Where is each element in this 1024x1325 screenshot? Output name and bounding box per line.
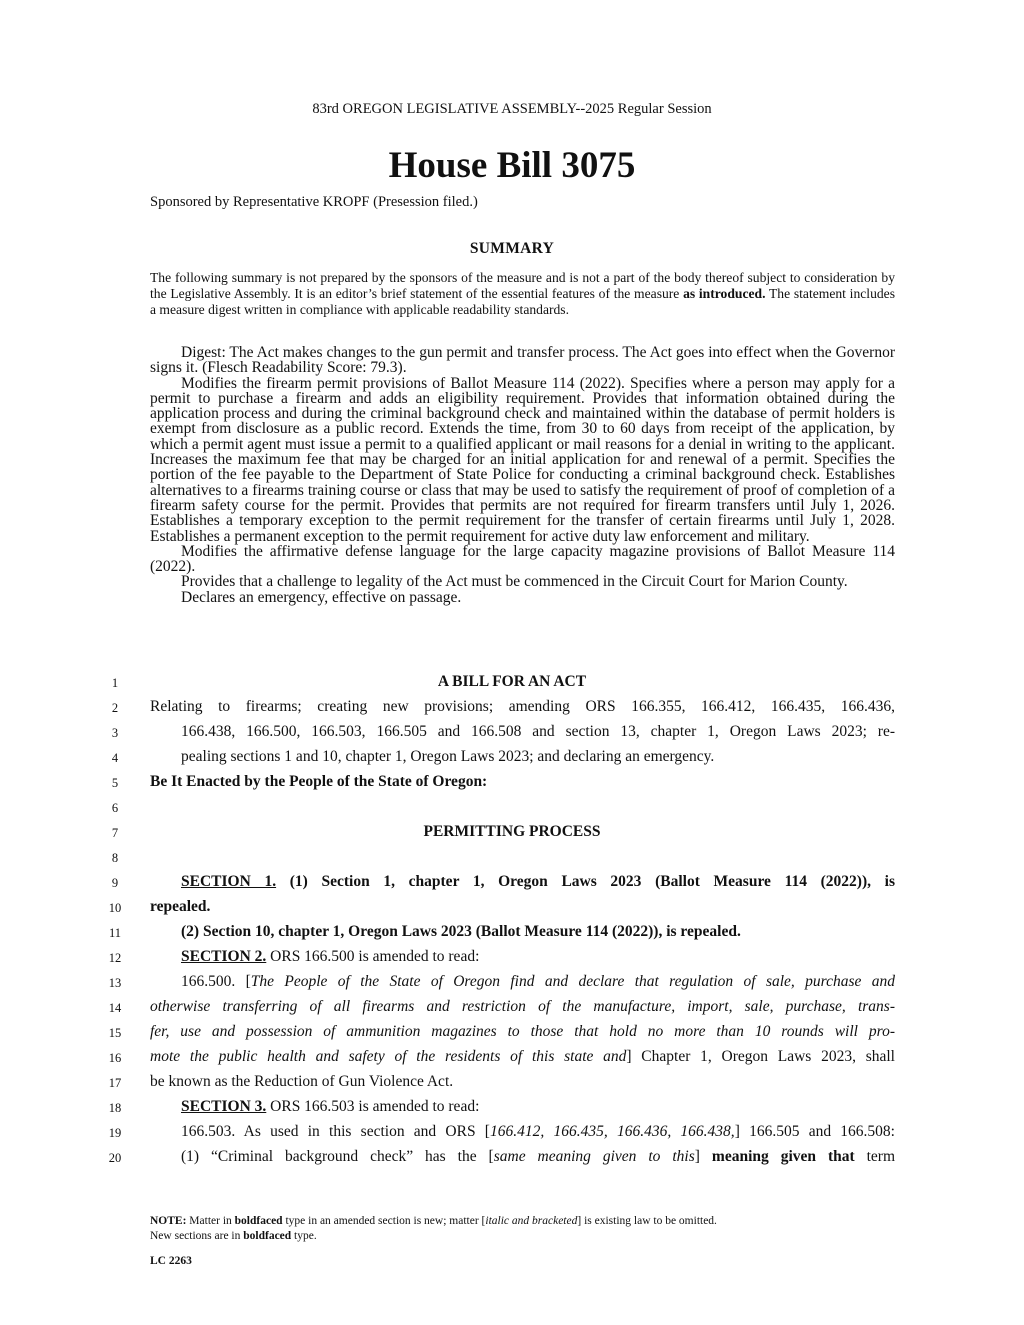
note-label: NOTE:: [150, 1215, 187, 1227]
section-2-label: SECTION 2.: [181, 948, 267, 965]
line-number: 20: [108, 1151, 122, 1165]
text-run: 166.500. [: [181, 973, 251, 990]
line-number: 9: [111, 876, 119, 890]
digest-paragraph: Provides that a challenge to legality of the Act must be commenced in the Circuit Court for Marion County.: [181, 573, 848, 591]
text-run: 166.503. As used in this section and ORS [: [181, 1123, 490, 1140]
sponsor-line: Sponsored by Representative KROPF (Presession filed.): [150, 194, 478, 210]
lc-number: LC 2263: [150, 1255, 192, 1267]
ors-166-500-line: [181, 973, 895, 991]
line-number: 10: [108, 901, 122, 915]
section-2-text: ORS 166.500 is amended to read:: [266, 948, 480, 965]
summary-intro: [150, 270, 895, 318]
section-2-line: [181, 948, 895, 966]
digest-block: [150, 345, 895, 605]
line-number: 3: [111, 726, 119, 740]
line-number: 6: [111, 801, 119, 815]
section-1-label: SECTION 1.: [181, 873, 277, 890]
line-number: 19: [108, 1126, 122, 1140]
summary-intro-c: The statement includes a measure digest written in compliance with applicable readability standards.: [150, 286, 895, 317]
digest-paragraph: Digest: The Act makes changes to the gun permit and transfer process. The Act goes into effect when the Governor signs it. (Flesch Readability Score: 79.3).: [150, 344, 895, 377]
relating-clause: 166.438, 166.500, 166.503, 166.505 and 166.508 and section 13, chapter 1, Oregon Laws 2023; re-: [181, 723, 895, 740]
section-1-cont: repealed.: [150, 898, 211, 915]
new-text: meaning given that: [711, 1148, 855, 1165]
section-heading: PERMITTING PROCESS: [423, 823, 601, 840]
text-run: New sections are in: [150, 1230, 244, 1242]
text-run: ] Chapter 1, Oregon Laws 2023, shall: [626, 1048, 895, 1065]
bill-title: House Bill 3075: [388, 145, 636, 186]
line-number: 1: [111, 676, 119, 690]
text-run: type.: [291, 1230, 317, 1242]
line-number: 12: [108, 951, 122, 965]
deleted-text: otherwise transferring of all firearms and restriction of the manufacture, import, sale, purchase, trans-: [150, 998, 895, 1015]
ors-166-500-line: be known as the Reduction of Gun Violence Act.: [150, 1073, 454, 1090]
line-number: 5: [111, 776, 119, 790]
line-number: 16: [108, 1051, 122, 1065]
line-number: 11: [108, 926, 122, 940]
section-3-label: SECTION 3.: [181, 1098, 267, 1115]
section-3-text: ORS 166.503 is amended to read:: [266, 1098, 480, 1115]
text-run: boldfaced: [243, 1230, 292, 1242]
footnote-line: [150, 1214, 717, 1229]
deleted-text: 166.412, 166.435, 166.436, 166.438,: [489, 1123, 735, 1140]
text-run: ] 166.505 and 166.508:: [734, 1123, 895, 1140]
line-number: 18: [108, 1101, 122, 1115]
line-number: 8: [111, 851, 119, 865]
relating-clause: pealing sections 1 and 10, chapter 1, Oregon Laws 2023; and declaring an emergency.: [181, 748, 715, 765]
footnote: [150, 1214, 717, 1244]
summary-heading: SUMMARY: [469, 240, 555, 257]
text-run: italic and bracketed: [485, 1215, 578, 1227]
summary-intro-bold: as introduced.: [683, 286, 766, 301]
line-number: 7: [111, 826, 119, 840]
ors-166-503-line: [181, 1123, 895, 1141]
digest-paragraph: Declares an emergency, effective on passage.: [181, 588, 462, 606]
ors-166-500-line: [150, 1048, 895, 1066]
text-run: term: [854, 1148, 896, 1165]
digest-paragraph: Modifies the affirmative defense language for the large capacity magazine provisions of Ballot Measure 114 (2022).: [150, 542, 895, 576]
enacting-clause: Be It Enacted by the People of the State of Oregon:: [150, 773, 488, 790]
deleted-text: The People of the State of Oregon find and declare that regulation of sale, purchase and: [250, 973, 895, 990]
section-1-sub2: (2) Section 10, chapter 1, Oregon Laws 2023 (Ballot Measure 114 (2022)), is repealed.: [181, 923, 741, 940]
deleted-text: fer, use and possession of ammunition magazines to those that hold no more than 10 rounds will pro-: [150, 1023, 895, 1040]
deleted-text: mote the public health and safety of the residents of this state and: [150, 1048, 627, 1065]
text-run: ]: [694, 1148, 712, 1165]
text-run: type in an amended section is new; matter [: [282, 1215, 486, 1227]
session-header: 83rd OREGON LEGISLATIVE ASSEMBLY--2025 Regular Session: [312, 101, 712, 117]
line-number: 13: [108, 976, 122, 990]
section-3-line: [181, 1098, 895, 1116]
ors-166-503-line: [181, 1148, 895, 1166]
text-run: ] is existing law to be omitted.: [577, 1215, 717, 1227]
text-run: boldfaced: [234, 1215, 283, 1227]
line-number: 14: [108, 1001, 122, 1015]
footnote-line: [150, 1229, 717, 1244]
line-number: 2: [111, 701, 119, 715]
digest-paragraph: Modifies the firearm permit provisions of Ballot Measure 114 (2022). Specifies where a person may apply for a permit to purchase a firearm and adds an eligibility requirement. Provides that information obtained during the application process and during the criminal background check and maintained within the database of permit holders is exempt from disclosure as a public record. Extends the time, from 30 to 60 days from receipt of the application, by which a permit agent must issue a permit to a qualified applicant or mail reasons for a denial in writing to the applicant. Increases the maximum fee that may be charged for an initial application for and renewal of a permit. Specifies the portion of the fee payable to the Department of State Police for conducting a criminal background check. Establishes alternatives to a firearms training course or class that may be used to satisfy the requirement of proof of completion of a firearm safety course for the permit. Provides that permits are not required for firearm transfers until July 1, 2026. Establishes a temporary exception to the permit requirement for the transfer of certain firearms until July 1, 2028. Establishes a permanent exception to the permit requirement for active duty law enforcement and military.: [150, 374, 895, 545]
line-number: 17: [108, 1076, 122, 1090]
text-run: (1) “Criminal background check” has the [: [181, 1148, 494, 1165]
text-run: Matter in: [186, 1215, 235, 1227]
section-1-line: [181, 873, 895, 891]
section-1-text: (1) Section 1, chapter 1, Oregon Laws 2023 (Ballot Measure 114 (2022)), is: [276, 873, 896, 890]
line-number: 4: [111, 751, 119, 765]
summary-intro-a: The following summary is not prepared by the sponsors of the measure and is not a part of the body thereof subject to consideration by the Legislative Assembly. It is an editor’s brief statement of the essential features of the measure: [150, 270, 895, 301]
act-heading: A BILL FOR AN ACT: [437, 673, 587, 690]
line-number: 15: [108, 1026, 122, 1040]
deleted-text: same meaning given to this: [493, 1148, 695, 1165]
relating-clause: Relating to firearms; creating new provisions; amending ORS 166.355, 166.412, 166.435, 166.436,: [150, 698, 895, 715]
